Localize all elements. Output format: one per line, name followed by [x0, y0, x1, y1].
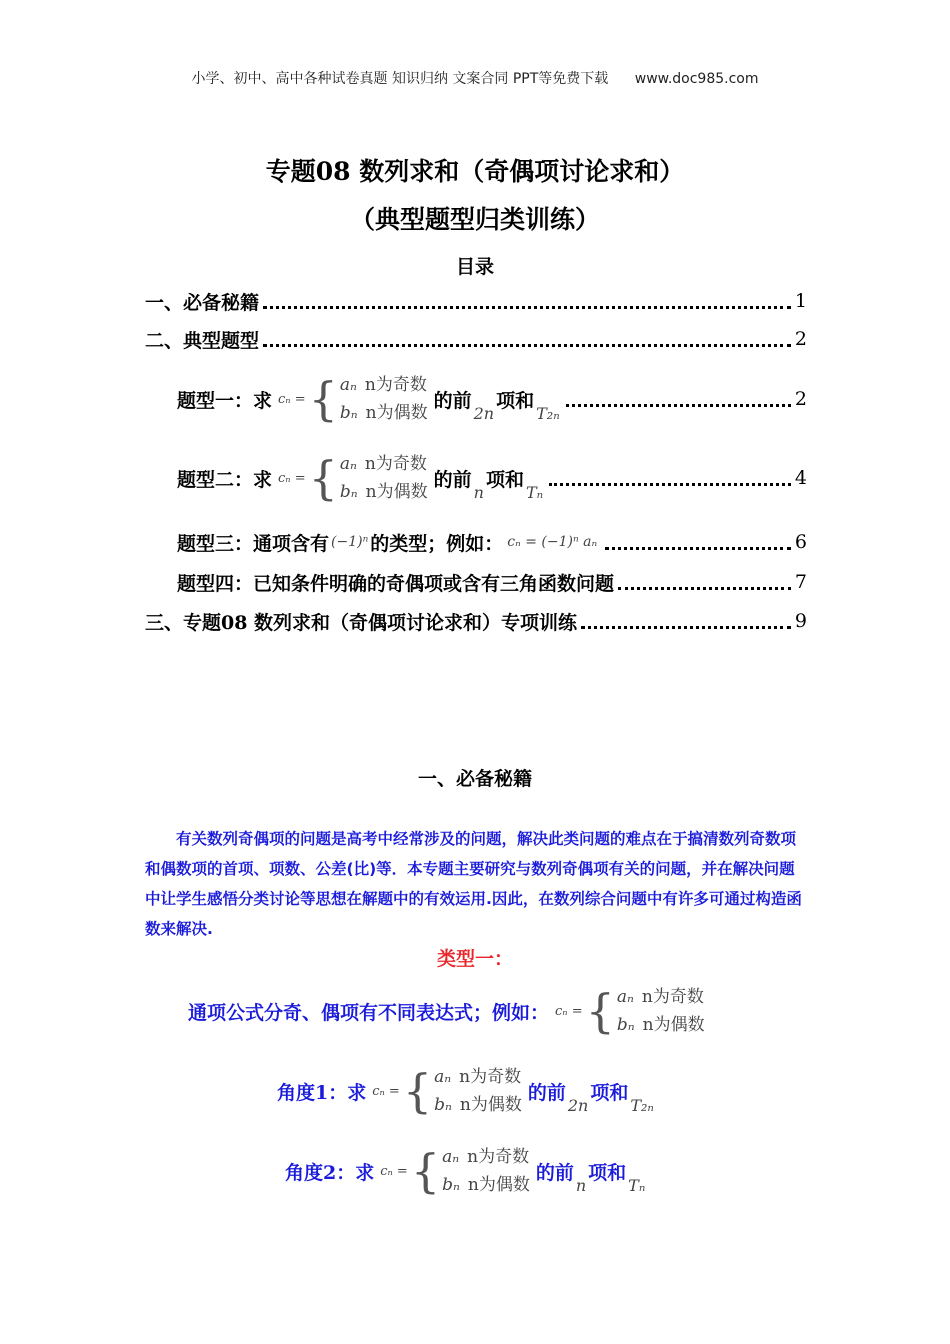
- angle-1: 角度1：求 cₙ = { aₙ n为奇数 bₙ n为偶数 的前 2n 项和 T₂ₙ: [277, 1064, 654, 1118]
- formula-line: 通项公式分奇、偶项有不同表达式；例如： cₙ = { aₙ n为奇数 bₙ n为偶数: [188, 984, 705, 1038]
- toc-leader: [566, 392, 791, 407]
- piecewise-formula: cₙ = { aₙ n为奇数 bₙ n为偶数: [278, 451, 428, 505]
- toc-leader: [263, 332, 791, 347]
- toc-page-number: 9: [794, 610, 807, 632]
- toc-item-label: 一、必备秘籍: [145, 291, 260, 314]
- piecewise-formula: cₙ = { aₙ n为奇数 bₙ n为偶数: [380, 1144, 530, 1198]
- toc-item-label: 三、专题08 数列求和（奇偶项讨论求和）专项训练: [145, 611, 578, 634]
- toc-item-4[interactable]: 题型二：求 cₙ = { aₙ n为奇数 bₙ n为偶数 的前 n 项和 Tₙ 4: [177, 451, 807, 505]
- toc-item-label: 题型三：通项含有: [177, 532, 330, 555]
- toc-page-number: 2: [794, 328, 807, 350]
- page-header: [0, 68, 950, 88]
- toc-item-5[interactable]: 题型三：通项含有 (−1)ⁿ 的类型；例如： cₙ = (−1)ⁿ aₙ 6: [177, 527, 807, 557]
- toc-page-number: 6: [794, 531, 807, 553]
- page-title: 专题08 数列求和（奇偶项讨论求和）: [265, 157, 685, 186]
- toc-item-3[interactable]: 题型一：求 cₙ = { aₙ n为奇数 bₙ n为偶数 的前 2n 项和 T₂ₙ 2: [177, 372, 807, 426]
- intro-paragraph: 有关数列奇偶项的问题是高考中经常涉及的问题，解决此类问题的难点在于搞清数列奇数项和偶数项的首项、项数、公差(比)等．本专题主要研究与数列奇偶项有关的问题，并在解决问题中让学生感悟分类讨论等思想在解题中的有效运用.因此，在数列综合问题中有许多可通过构造函数来解决.: [145, 830, 802, 938]
- toc-item-1[interactable]: [145, 286, 807, 316]
- toc-item-label: 题型二：求: [177, 468, 273, 491]
- toc-item-label: 二、典型题型: [145, 329, 260, 352]
- toc-item-6[interactable]: [177, 567, 807, 597]
- piecewise-formula: cₙ = { aₙ n为奇数 bₙ n为偶数: [555, 984, 705, 1038]
- toc-heading: 目录: [455, 256, 494, 278]
- header-text: 小学、初中、高中各种试卷真题 知识归纳 文案合同 PPT等免费下载: [191, 71, 609, 87]
- toc-leader: [618, 575, 791, 590]
- section-heading: 一、必备秘籍: [417, 768, 532, 790]
- toc-item-2[interactable]: [145, 324, 807, 354]
- toc-item-label: 题型四：已知条件明确的奇偶项或含有三角函数问题: [177, 572, 615, 595]
- toc-item-7[interactable]: [145, 606, 807, 636]
- toc-page-number: 1: [794, 290, 807, 312]
- toc-leader: [581, 614, 791, 629]
- toc-leader: [549, 471, 791, 486]
- toc-item-label: 题型一：求: [177, 389, 273, 412]
- header-url[interactable]: www.doc985.com: [634, 71, 759, 87]
- toc-leader: [263, 294, 791, 309]
- angle-2: 角度2：求 cₙ = { aₙ n为奇数 bₙ n为偶数 的前 n 项和 Tₙ: [285, 1144, 646, 1198]
- piecewise-formula: cₙ = { aₙ n为奇数 bₙ n为偶数: [372, 1064, 522, 1118]
- toc-page-number: 2: [794, 388, 807, 410]
- page-subtitle: （典型题型归类训练）: [349, 205, 600, 234]
- piecewise-formula: cₙ = { aₙ n为奇数 bₙ n为偶数: [278, 372, 428, 426]
- toc-leader: [605, 535, 791, 550]
- toc-page-number: 7: [794, 571, 807, 593]
- toc-page-number: 4: [794, 467, 807, 489]
- type-label: 类型一：: [436, 948, 513, 970]
